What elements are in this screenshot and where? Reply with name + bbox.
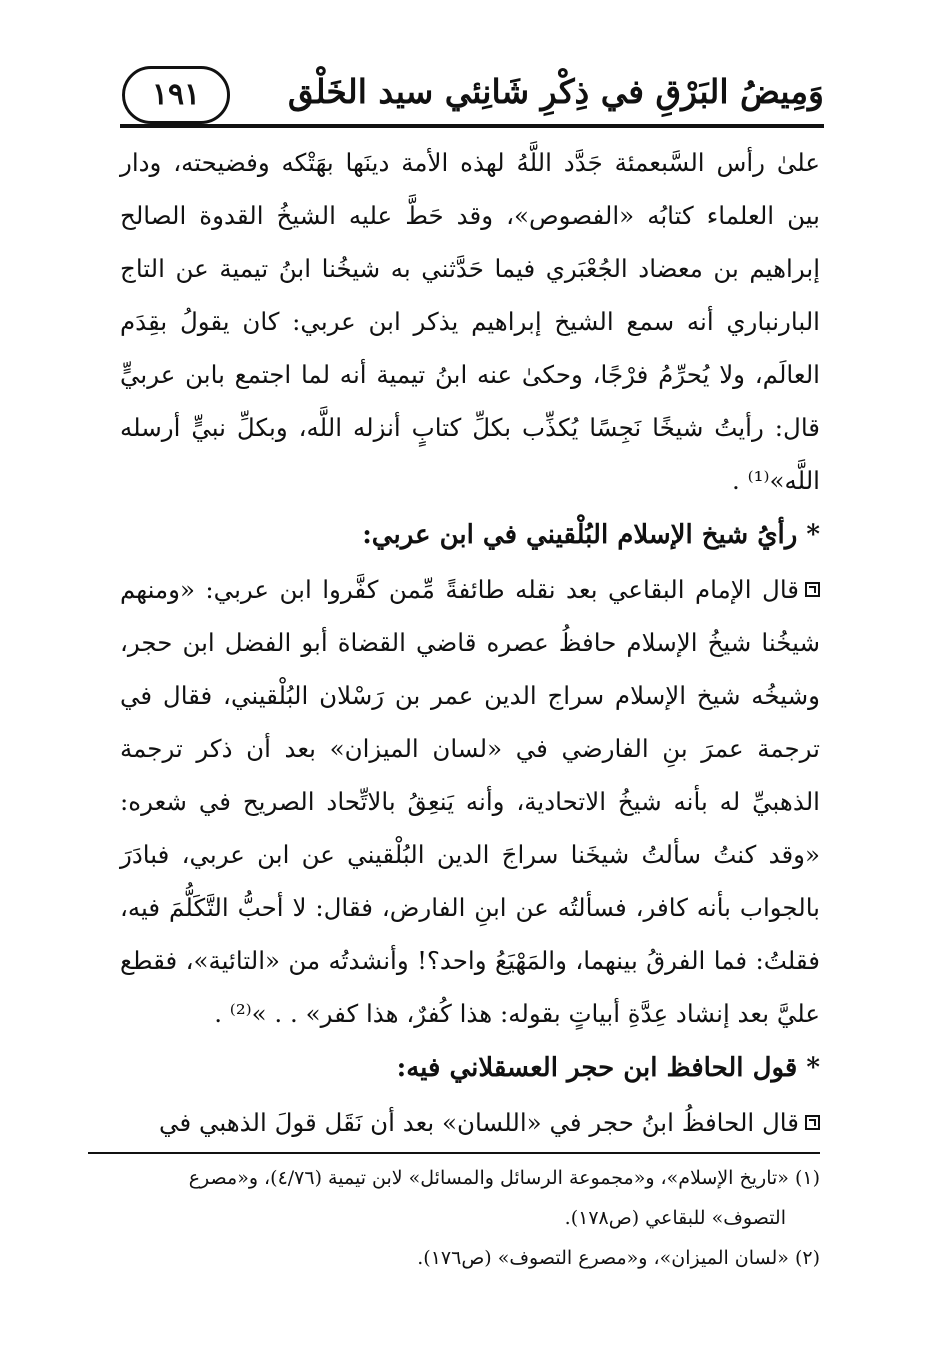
running-title: وَمِيضُ البَرْقِ في ذِكْرِ شَانِئي سيد الخَلْق (287, 72, 824, 111)
section-heading-text: رأيُ شيخ الإسلام البُلْقيني في ابن عربي: (362, 520, 798, 550)
section-heading-ibn-hajar (120, 1040, 820, 1096)
footnote-2: (٢) «لسان الميزان»، و«مصرع التصوف» (ص١٧٦). (417, 1247, 820, 1269)
footnotes (88, 1158, 820, 1278)
section-heading-bulqini (120, 507, 820, 563)
star-bullet-icon: * (806, 520, 820, 550)
footnote-1-line-1: (١) «تاريخ الإسلام»، و«مجموعة الرسائل والمسائل» لابن تيمية (٤/٧٦)، و«مصرع (188, 1167, 820, 1189)
paragraph-2 (120, 563, 820, 1040)
main-text (120, 136, 820, 1149)
footnote-1-line-2: التصوف» للبقاعي (ص١٧٨). (564, 1207, 786, 1229)
footnote-rule (88, 1152, 820, 1154)
section-heading-text: قول الحافظ ابن حجر العسقلاني فيه: (396, 1053, 798, 1083)
paragraph-3-text: قال الحافظُ ابنُ حجر في «اللسان» بعد أن نَقَل قولَ الذهبي في (159, 1108, 799, 1137)
paragraph-3 (120, 1096, 820, 1149)
box-arrow-icon (805, 1115, 820, 1130)
star-bullet-icon: * (806, 1053, 820, 1083)
page-number: ١٩١ (122, 66, 230, 124)
header-rule (120, 124, 824, 128)
paragraph-2-text: قال الإمام البقاعي بعد نقله طائفةً مِّمن كفَّروا ابن عربي: «ومنهم شيخُنا شيخُ الإسلام حافظُ عصره قاضي القضاة أبو الفضل ابن حجر، وشيخُه شيخ الإسلام سراج الدين عمر بن رَسْلان البُلْقيني، فقال في ترجمة عمرَ بنِ الفارضي في «لسان الميزان» بعد أن ذكر ترجمة الذهبيِّ له بأنه شيخُ الاتحادية، وأنه يَنعِقُ بالاتِّحاد الصريح في شعره: «وقد كنتُ سألتُ شيخَنا سراجَ الدين البُلْقيني عن ابن عربي، فبادَرَ بالجواب بأنه كافر، فسألتُه عن ابنِ الفارض، فقال: لا أحبُّ التَّكَلُّمَ فيه، فقلتُ: فما الفرقُ بينهما، والمَهْيَعُ واحد؟! وأنشدتُه من «التائية»، فقطع عليَّ بعد إنشاد عِدَّةِ أبياتٍ بقوله: هذا كُفرٌ، هذا كفر» . . »⁽²⁾ . (120, 575, 820, 1028)
paragraph-1: علىٰ رأس السَّبعمئة جَدَّد اللَّهُ لهذه الأمة دينَها بهَتْكه وفضيحته، ودار بين العلماء كتابُه «الفصوص»، وقد حَطَّ عليه الشيخُ القدوة الصالح إبراهيم بن معضاد الجُعْبَري فيما حَدَّثني به شيخُنا ابنُ تيمية عن التاج البارنباري أنه سمع الشيخ إبراهيم يذكر ابن عربي: كان يقولُ بقِدَم العالَم، ولا يُحرِّمُ فرْجًا، وحكىٰ عنه ابنُ تيمية أنه لما اجتمع بابن عربيٍّ قال: رأيتُ شيخًا نَجِسًا يُكذِّب بكلِّ كتابٍ أنزله اللَّه، وبكلِّ نبيٍّ أرسله اللَّه»⁽¹⁾ . (120, 148, 820, 495)
box-arrow-icon (805, 582, 820, 597)
